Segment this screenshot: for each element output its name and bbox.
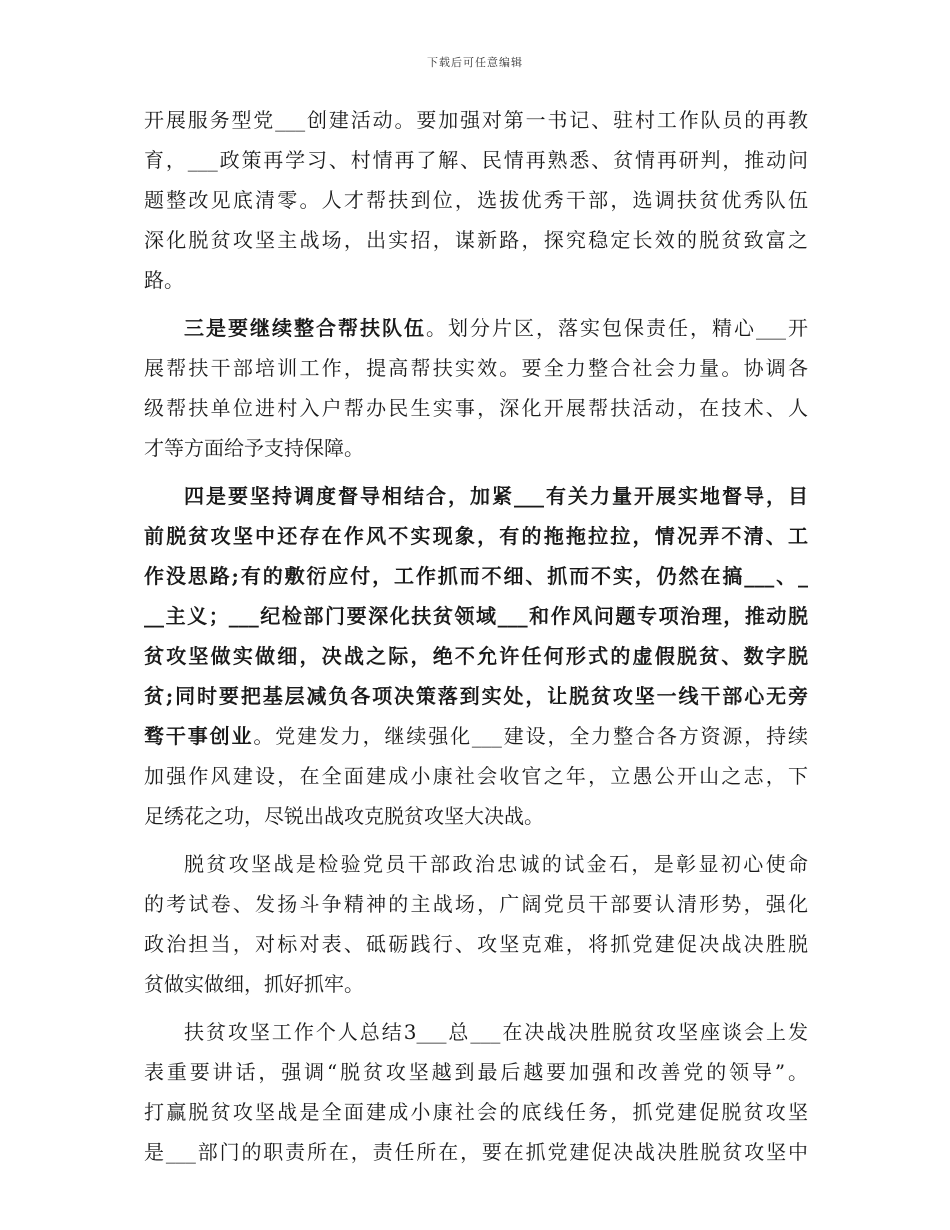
document-body xyxy=(144,100,808,1172)
text-line: 展帮扶干部培训工作，提高帮扶实效。要全力整合社会力量。协调各 xyxy=(144,356,808,380)
text-line: 贫;同时要把基层减负各项决策落到实处，让脱贫攻坚一线干部心无旁 xyxy=(144,684,808,708)
text-line: 足绣花之功，尽锐出战攻克脱贫攻坚大决战。 xyxy=(144,804,544,828)
text-line: 贫攻坚做实做细，决战之际，绝不允许任何形式的虚假脱贫、数字脱 xyxy=(144,644,808,668)
text-line: 脱贫攻坚战是检验党员干部政治忠诚的试金石，是彰显初心使命 xyxy=(184,852,808,876)
text-line: __主义；___纪检部门要深化扶贫领域___和作风问题专项治理，推动脱 xyxy=(144,604,808,628)
text-line: 打赢脱贫攻坚战是全面建成小康社会的底线任务，抓党建促脱贫攻坚 xyxy=(144,1100,808,1124)
text-line: 路。 xyxy=(144,268,184,292)
text-line xyxy=(144,308,808,348)
line-text: 。划分片区，落实包保责任，精心___开 xyxy=(426,316,808,340)
paragraph xyxy=(144,1012,808,1172)
text-line: 开展服务型党___创建活动。要加强对第一书记、驻村工作队员的再教 xyxy=(144,108,808,132)
bold-lead-text: 三是要继续整合帮扶队伍 xyxy=(184,316,426,340)
text-line: 加强作风建设，在全面建成小康社会收官之年，立愚公开山之志，下 xyxy=(144,764,808,788)
text-line: 的考试卷、发扬斗争精神的主战场，广阔党员干部要认清形势，强化 xyxy=(144,892,808,916)
text-line: 是___部门的职责所在，责任所在，要在抓党建促决战决胜脱贫攻坚中 xyxy=(144,1140,808,1164)
text-line: 四是要坚持调度督导相结合，加紧___有关力量开展实地督导，目 xyxy=(184,484,808,508)
page-header-note: 下载后可任意编辑 xyxy=(427,56,523,69)
text-line: 贫做实做细，抓好抓牢。 xyxy=(144,972,364,996)
text-line: 作没思路;有的敷衍应付，工作抓而不细、抓而不实，仍然在搞___、_ xyxy=(144,564,808,588)
text-line: 扶贫攻坚工作个人总结3___总___在决战决胜脱贫攻坚座谈会上发 xyxy=(184,1020,808,1044)
paragraph xyxy=(144,100,808,300)
text-line xyxy=(144,716,808,756)
bold-lead-text: 骛干事创业 xyxy=(144,724,254,748)
text-line: 表重要讲话，强调“脱贫攻坚越到最后越要加强和改善党的领导”。 xyxy=(144,1060,808,1084)
line-text: 。党建发力，继续强化___建设，全力整合各方资源，持续 xyxy=(253,724,809,748)
text-line: 前脱贫攻坚中还存在作风不实现象，有的拖拖拉拉，情况弄不清、工 xyxy=(144,524,808,548)
text-line: 才等方面给予支持保障。 xyxy=(144,436,364,460)
text-line: 育，___政策再学习、村情再了解、民情再熟悉、贫情再研判，推动问 xyxy=(144,148,808,172)
text-line: 深化脱贫攻坚主战场，出实招，谋新路，探究稳定长效的脱贫致富之 xyxy=(144,228,808,252)
text-line: 政治担当，对标对表、砥砺践行、攻坚克难，将抓党建促决战决胜脱 xyxy=(144,932,808,956)
text-line: 题整改见底清零。人才帮扶到位，选拔优秀干部，选调扶贫优秀队伍 xyxy=(144,188,808,212)
paragraph xyxy=(144,844,808,1004)
paragraph xyxy=(144,476,808,836)
text-line: 级帮扶单位进村入户帮办民生实事，深化开展帮扶活动，在技术、人 xyxy=(144,396,808,420)
paragraph xyxy=(144,308,808,468)
